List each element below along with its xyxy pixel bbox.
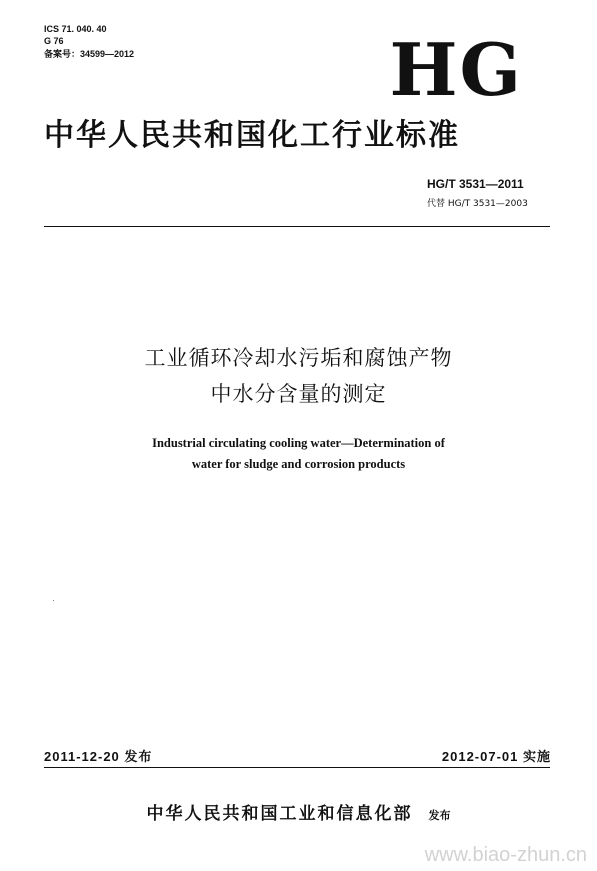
- issuer-row: [0, 802, 597, 828]
- hg-logo: HG: [389, 27, 523, 112]
- chinese-title-line-2: 中水分含量的测定: [210, 382, 387, 406]
- watermark: www.biao-zhun.cn: [424, 844, 587, 866]
- english-title-line-2: water for sludge and corrosion products: [191, 457, 406, 471]
- replaces-standard: 代替 HG/T 3531—2003: [427, 199, 528, 209]
- ics-code: ICS 71. 040. 40: [44, 24, 107, 34]
- top-divider: [44, 226, 550, 227]
- bottom-divider: [44, 767, 550, 768]
- standard-number: HG/T 3531—2011: [427, 177, 524, 191]
- issuer-action: 发布: [428, 809, 451, 822]
- issue-date: 2011-12-20 发布: [44, 749, 153, 764]
- chinese-title-line-1: 工业循环冷却水污垢和腐蚀产物: [144, 346, 453, 370]
- english-title-line-1: Industrial circulating cooling water—Determination of: [152, 436, 445, 450]
- issuer-name: 中华人民共和国工业和信息化部: [146, 804, 413, 824]
- scan-speck: [53, 600, 54, 601]
- record-number: 备案号：34599—2012: [44, 49, 135, 59]
- implementation-date: 2012-07-01 实施: [441, 749, 551, 764]
- standard-type-title: 中华人民共和国化工行业标准: [44, 118, 460, 153]
- classification-code: G 76: [44, 36, 64, 46]
